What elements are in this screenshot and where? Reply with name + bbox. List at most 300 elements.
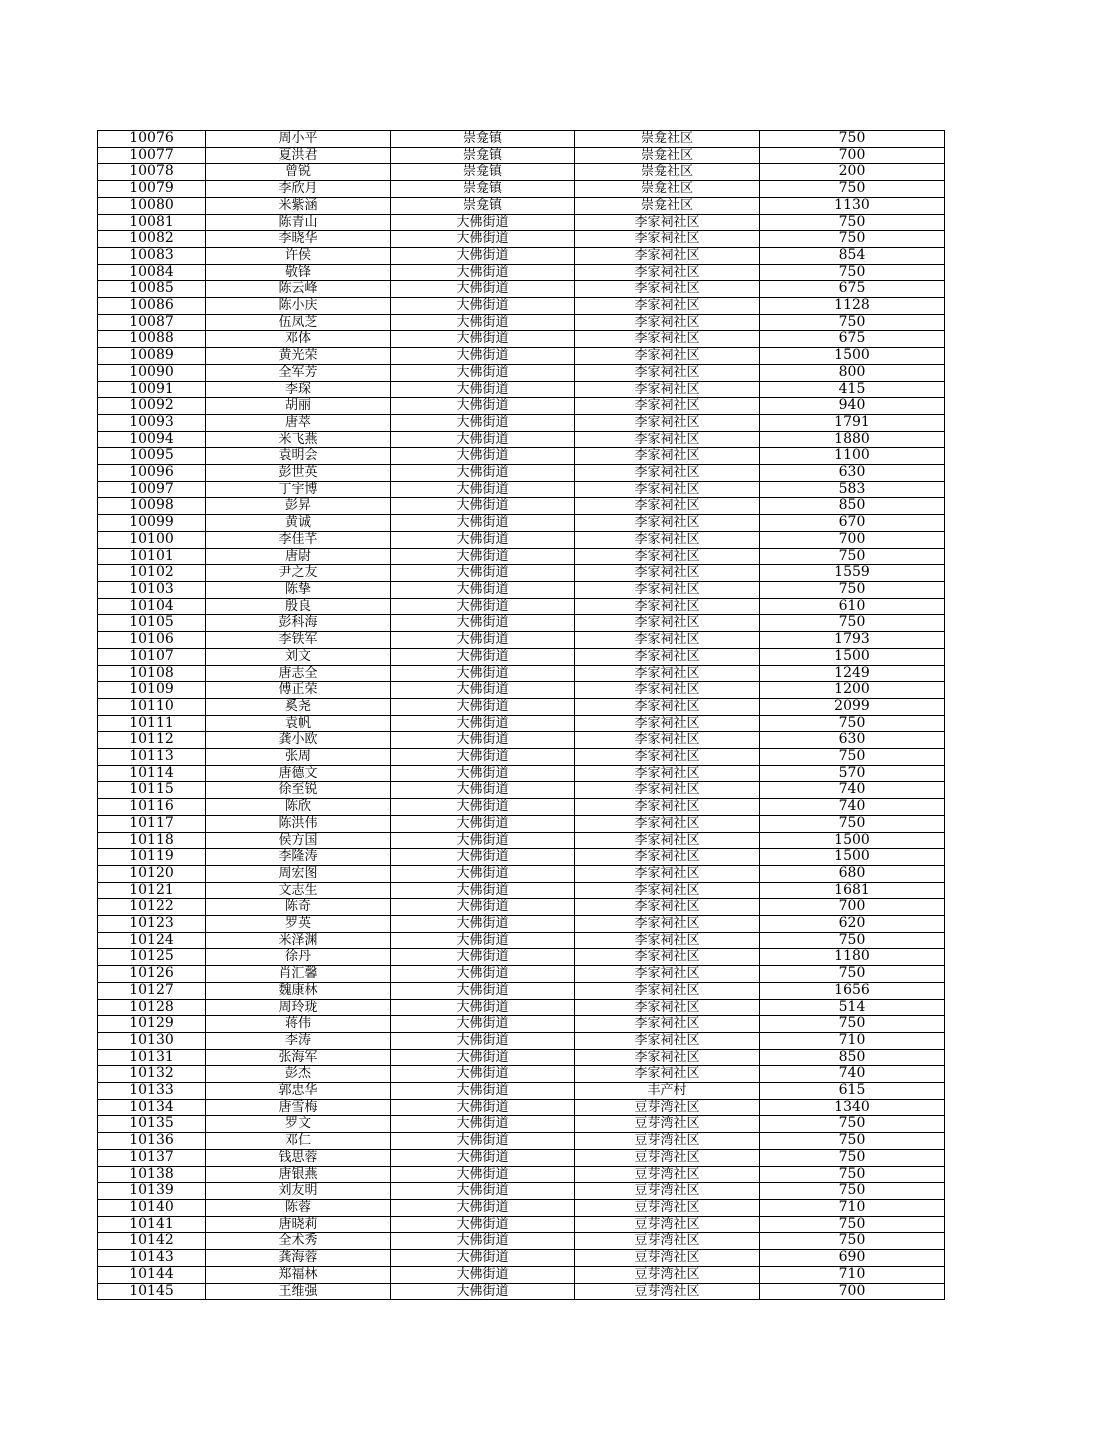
table-row: [98, 1083, 945, 1100]
table-row: [98, 749, 945, 766]
cell-amount: 750: [760, 1116, 945, 1133]
table-row: [98, 364, 945, 381]
cell-name: 全军芳: [206, 364, 391, 381]
table-row: [98, 815, 945, 832]
cell-name: 尹之友: [206, 565, 391, 582]
cell-amount: 415: [760, 381, 945, 398]
cell-id: 10087: [98, 314, 206, 331]
cell-name: 袁明会: [206, 448, 391, 465]
cell-community: 丰产村: [575, 1083, 760, 1100]
cell-id: 10139: [98, 1183, 206, 1200]
cell-id: 10145: [98, 1283, 206, 1300]
cell-community: 李家祠社区: [575, 231, 760, 248]
table-row: [98, 147, 945, 164]
table-row: [98, 865, 945, 882]
cell-community: 李家祠社区: [575, 732, 760, 749]
table-row: [98, 581, 945, 598]
cell-amount: 750: [760, 581, 945, 598]
cell-community: 李家祠社区: [575, 314, 760, 331]
cell-amount: 750: [760, 615, 945, 632]
cell-amount: 1656: [760, 982, 945, 999]
cell-community: 李家祠社区: [575, 682, 760, 699]
cell-id: 10118: [98, 832, 206, 849]
cell-id: 10091: [98, 381, 206, 398]
cell-name: 李隆涛: [206, 849, 391, 866]
cell-name: 唐雪梅: [206, 1099, 391, 1116]
cell-amount: 680: [760, 865, 945, 882]
cell-name: 唐萃: [206, 414, 391, 431]
cell-id: 10140: [98, 1200, 206, 1217]
table-row: [98, 849, 945, 866]
cell-amount: 1180: [760, 949, 945, 966]
cell-amount: 1500: [760, 849, 945, 866]
table-row: [98, 799, 945, 816]
cell-community: 李家祠社区: [575, 1049, 760, 1066]
cell-community: 李家祠社区: [575, 615, 760, 632]
cell-amount: 1100: [760, 448, 945, 465]
cell-street: 大佛街道: [391, 648, 575, 665]
cell-id: 10076: [98, 131, 206, 148]
cell-community: 李家祠社区: [575, 281, 760, 298]
cell-id: 10116: [98, 799, 206, 816]
cell-street: 大佛街道: [391, 815, 575, 832]
cell-street: 大佛街道: [391, 298, 575, 315]
table-row: [98, 1116, 945, 1133]
cell-id: 10141: [98, 1216, 206, 1233]
cell-street: 大佛街道: [391, 281, 575, 298]
cell-name: 陈欣: [206, 799, 391, 816]
cell-community: 李家祠社区: [575, 1016, 760, 1033]
cell-community: 崇龛社区: [575, 131, 760, 148]
cell-street: 大佛街道: [391, 1066, 575, 1083]
cell-street: 大佛街道: [391, 1183, 575, 1200]
table-row: [98, 531, 945, 548]
cell-amount: 750: [760, 548, 945, 565]
cell-community: 李家祠社区: [575, 1032, 760, 1049]
cell-name: 周玲珑: [206, 999, 391, 1016]
cell-street: 大佛街道: [391, 264, 575, 281]
cell-name: 周宏图: [206, 865, 391, 882]
table-row: [98, 1133, 945, 1150]
cell-amount: 740: [760, 799, 945, 816]
table-row: [98, 715, 945, 732]
cell-name: 徐丹: [206, 949, 391, 966]
table-row: [98, 1016, 945, 1033]
cell-community: 李家祠社区: [575, 247, 760, 264]
cell-amount: 2099: [760, 698, 945, 715]
table-row: [98, 999, 945, 1016]
cell-id: 10099: [98, 515, 206, 532]
cell-id: 10110: [98, 698, 206, 715]
cell-name: 奚尧: [206, 698, 391, 715]
cell-community: 李家祠社区: [575, 999, 760, 1016]
cell-community: 崇龛社区: [575, 181, 760, 198]
cell-street: 大佛街道: [391, 1200, 575, 1217]
cell-community: 李家祠社区: [575, 565, 760, 582]
cell-id: 10130: [98, 1032, 206, 1049]
cell-id: 10144: [98, 1266, 206, 1283]
table-row: [98, 1183, 945, 1200]
cell-community: 李家祠社区: [575, 1066, 760, 1083]
cell-street: 大佛街道: [391, 531, 575, 548]
cell-street: 大佛街道: [391, 1049, 575, 1066]
cell-name: 邓仁: [206, 1133, 391, 1150]
cell-community: 李家祠社区: [575, 431, 760, 448]
cell-name: 陈云峰: [206, 281, 391, 298]
table-row: [98, 1216, 945, 1233]
cell-street: 大佛街道: [391, 1216, 575, 1233]
cell-name: 徐至锐: [206, 782, 391, 799]
cell-street: 大佛街道: [391, 982, 575, 999]
cell-name: 夏洪君: [206, 147, 391, 164]
table-row: [98, 1032, 945, 1049]
cell-name: 李琛: [206, 381, 391, 398]
cell-id: 10085: [98, 281, 206, 298]
cell-community: 豆芽湾社区: [575, 1166, 760, 1183]
cell-community: 李家祠社区: [575, 381, 760, 398]
cell-name: 刘友明: [206, 1183, 391, 1200]
cell-name: 米泽渊: [206, 932, 391, 949]
cell-name: 罗文: [206, 1116, 391, 1133]
cell-amount: 690: [760, 1250, 945, 1267]
cell-id: 10114: [98, 765, 206, 782]
cell-amount: 750: [760, 1016, 945, 1033]
table-row: [98, 698, 945, 715]
cell-id: 10123: [98, 916, 206, 933]
cell-name: 文志生: [206, 882, 391, 899]
cell-amount: 630: [760, 465, 945, 482]
cell-name: 钱思蓉: [206, 1149, 391, 1166]
cell-amount: 740: [760, 782, 945, 799]
table-row: [98, 949, 945, 966]
cell-id: 10113: [98, 749, 206, 766]
table-row: [98, 932, 945, 949]
cell-community: 豆芽湾社区: [575, 1116, 760, 1133]
cell-amount: 740: [760, 1066, 945, 1083]
cell-name: 郭忠华: [206, 1083, 391, 1100]
cell-name: 米飞燕: [206, 431, 391, 448]
cell-amount: 750: [760, 1149, 945, 1166]
cell-community: 李家祠社区: [575, 498, 760, 515]
cell-id: 10083: [98, 247, 206, 264]
table-row: [98, 765, 945, 782]
cell-street: 大佛街道: [391, 665, 575, 682]
cell-community: 李家祠社区: [575, 765, 760, 782]
cell-id: 10106: [98, 632, 206, 649]
table-row: [98, 966, 945, 983]
cell-street: 大佛街道: [391, 615, 575, 632]
table-row: [98, 982, 945, 999]
table-row: [98, 448, 945, 465]
cell-street: 大佛街道: [391, 765, 575, 782]
cell-id: 10101: [98, 548, 206, 565]
cell-amount: 675: [760, 331, 945, 348]
cell-id: 10133: [98, 1083, 206, 1100]
cell-community: 李家祠社区: [575, 916, 760, 933]
cell-amount: 1249: [760, 665, 945, 682]
table-body: [98, 131, 945, 1300]
table-row: [98, 732, 945, 749]
cell-community: 崇龛社区: [575, 147, 760, 164]
cell-street: 大佛街道: [391, 799, 575, 816]
cell-id: 10102: [98, 565, 206, 582]
cell-community: 李家祠社区: [575, 598, 760, 615]
table-row: [98, 348, 945, 365]
cell-name: 许侯: [206, 247, 391, 264]
cell-community: 李家祠社区: [575, 648, 760, 665]
cell-name: 李晓华: [206, 231, 391, 248]
table-row: [98, 882, 945, 899]
cell-street: 大佛街道: [391, 1116, 575, 1133]
cell-street: 大佛街道: [391, 782, 575, 799]
cell-community: 豆芽湾社区: [575, 1250, 760, 1267]
table-row: [98, 431, 945, 448]
cell-id: 10105: [98, 615, 206, 632]
table-row: [98, 164, 945, 181]
cell-street: 大佛街道: [391, 682, 575, 699]
cell-id: 10143: [98, 1250, 206, 1267]
cell-name: 肖汇馨: [206, 966, 391, 983]
cell-name: 陈蓉: [206, 1200, 391, 1217]
cell-id: 10080: [98, 197, 206, 214]
table-row: [98, 1149, 945, 1166]
cell-street: 大佛街道: [391, 1032, 575, 1049]
cell-id: 10136: [98, 1133, 206, 1150]
table-row: [98, 481, 945, 498]
cell-street: 大佛街道: [391, 247, 575, 264]
cell-street: 大佛街道: [391, 882, 575, 899]
cell-amount: 750: [760, 715, 945, 732]
cell-name: 李涛: [206, 1032, 391, 1049]
cell-id: 10117: [98, 815, 206, 832]
cell-amount: 700: [760, 1283, 945, 1300]
cell-street: 大佛街道: [391, 849, 575, 866]
table-row: [98, 1250, 945, 1267]
cell-amount: 620: [760, 916, 945, 933]
table-row: [98, 498, 945, 515]
cell-amount: 1200: [760, 682, 945, 699]
cell-id: 10142: [98, 1233, 206, 1250]
cell-id: 10097: [98, 481, 206, 498]
table-row: [98, 899, 945, 916]
cell-id: 10131: [98, 1049, 206, 1066]
cell-id: 10112: [98, 732, 206, 749]
cell-community: 豆芽湾社区: [575, 1266, 760, 1283]
cell-community: 崇龛社区: [575, 164, 760, 181]
table-row: [98, 465, 945, 482]
cell-amount: 750: [760, 1166, 945, 1183]
cell-id: 10098: [98, 498, 206, 515]
table-row: [98, 632, 945, 649]
cell-id: 10078: [98, 164, 206, 181]
cell-community: 李家祠社区: [575, 665, 760, 682]
cell-community: 李家祠社区: [575, 966, 760, 983]
cell-street: 大佛街道: [391, 916, 575, 933]
cell-amount: 850: [760, 498, 945, 515]
cell-name: 李欣月: [206, 181, 391, 198]
cell-street: 大佛街道: [391, 314, 575, 331]
cell-amount: 1681: [760, 882, 945, 899]
cell-street: 大佛街道: [391, 966, 575, 983]
cell-name: 唐志全: [206, 665, 391, 682]
cell-amount: 1340: [760, 1099, 945, 1116]
cell-id: 10134: [98, 1099, 206, 1116]
cell-name: 李佳芊: [206, 531, 391, 548]
cell-community: 李家祠社区: [575, 899, 760, 916]
cell-amount: 940: [760, 398, 945, 415]
cell-name: 王维强: [206, 1283, 391, 1300]
cell-street: 大佛街道: [391, 414, 575, 431]
cell-id: 10079: [98, 181, 206, 198]
cell-name: 侯方国: [206, 832, 391, 849]
cell-name: 蒋伟: [206, 1016, 391, 1033]
cell-street: 大佛街道: [391, 932, 575, 949]
cell-street: 大佛街道: [391, 1016, 575, 1033]
cell-name: 胡丽: [206, 398, 391, 415]
cell-amount: 1880: [760, 431, 945, 448]
cell-street: 大佛街道: [391, 515, 575, 532]
cell-id: 10111: [98, 715, 206, 732]
cell-community: 李家祠社区: [575, 932, 760, 949]
cell-street: 大佛街道: [391, 465, 575, 482]
table-row: [98, 598, 945, 615]
cell-street: 大佛街道: [391, 1133, 575, 1150]
table-row: [98, 1099, 945, 1116]
cell-street: 崇龛镇: [391, 164, 575, 181]
cell-id: 10135: [98, 1116, 206, 1133]
cell-street: 大佛街道: [391, 698, 575, 715]
cell-community: 李家祠社区: [575, 448, 760, 465]
cell-name: 黄诚: [206, 515, 391, 532]
cell-street: 崇龛镇: [391, 181, 575, 198]
cell-community: 豆芽湾社区: [575, 1233, 760, 1250]
cell-amount: 750: [760, 749, 945, 766]
cell-name: 黄光荣: [206, 348, 391, 365]
table-row: [98, 1049, 945, 1066]
cell-street: 大佛街道: [391, 498, 575, 515]
cell-id: 10124: [98, 932, 206, 949]
cell-street: 大佛街道: [391, 331, 575, 348]
table-row: [98, 281, 945, 298]
cell-name: 彭杰: [206, 1066, 391, 1083]
cell-amount: 1500: [760, 832, 945, 849]
cell-name: 彭昇: [206, 498, 391, 515]
cell-id: 10127: [98, 982, 206, 999]
cell-street: 大佛街道: [391, 214, 575, 231]
cell-id: 10100: [98, 531, 206, 548]
cell-amount: 700: [760, 531, 945, 548]
table-row: [98, 414, 945, 431]
cell-amount: 1500: [760, 348, 945, 365]
cell-name: 魏康林: [206, 982, 391, 999]
cell-amount: 750: [760, 314, 945, 331]
cell-street: 大佛街道: [391, 1266, 575, 1283]
cell-street: 大佛街道: [391, 632, 575, 649]
cell-amount: 750: [760, 815, 945, 832]
cell-id: 10109: [98, 682, 206, 699]
cell-community: 崇龛社区: [575, 197, 760, 214]
cell-name: 丁宇博: [206, 481, 391, 498]
cell-amount: 750: [760, 966, 945, 983]
cell-id: 10093: [98, 414, 206, 431]
cell-street: 大佛街道: [391, 749, 575, 766]
cell-community: 豆芽湾社区: [575, 1216, 760, 1233]
cell-name: 米紫涵: [206, 197, 391, 214]
table-row: [98, 782, 945, 799]
cell-street: 大佛街道: [391, 832, 575, 849]
cell-name: 殷良: [206, 598, 391, 615]
table-row: [98, 331, 945, 348]
cell-name: 傅正荣: [206, 682, 391, 699]
cell-street: 大佛街道: [391, 448, 575, 465]
cell-id: 10132: [98, 1066, 206, 1083]
cell-community: 李家祠社区: [575, 348, 760, 365]
table-row: [98, 131, 945, 148]
cell-amount: 750: [760, 1216, 945, 1233]
cell-amount: 710: [760, 1032, 945, 1049]
cell-community: 豆芽湾社区: [575, 1133, 760, 1150]
cell-id: 10086: [98, 298, 206, 315]
cell-name: 唐晓莉: [206, 1216, 391, 1233]
table-row: [98, 548, 945, 565]
cell-id: 10103: [98, 581, 206, 598]
table-row: [98, 197, 945, 214]
cell-name: 周小平: [206, 131, 391, 148]
cell-street: 大佛街道: [391, 1233, 575, 1250]
cell-amount: 750: [760, 214, 945, 231]
cell-street: 崇龛镇: [391, 197, 575, 214]
cell-street: 大佛街道: [391, 715, 575, 732]
cell-name: 陈奇: [206, 899, 391, 916]
cell-id: 10077: [98, 147, 206, 164]
cell-community: 李家祠社区: [575, 698, 760, 715]
cell-amount: 675: [760, 281, 945, 298]
cell-community: 李家祠社区: [575, 398, 760, 415]
cell-street: 大佛街道: [391, 548, 575, 565]
cell-id: 10107: [98, 648, 206, 665]
cell-name: 陈青山: [206, 214, 391, 231]
cell-amount: 670: [760, 515, 945, 532]
table-row: [98, 1233, 945, 1250]
table-row: [98, 214, 945, 231]
cell-community: 李家祠社区: [575, 715, 760, 732]
cell-community: 李家祠社区: [575, 214, 760, 231]
table-row: [98, 314, 945, 331]
cell-street: 大佛街道: [391, 364, 575, 381]
cell-community: 李家祠社区: [575, 865, 760, 882]
cell-amount: 200: [760, 164, 945, 181]
cell-amount: 710: [760, 1200, 945, 1217]
cell-id: 10088: [98, 331, 206, 348]
cell-amount: 750: [760, 1133, 945, 1150]
cell-street: 大佛街道: [391, 949, 575, 966]
cell-community: 豆芽湾社区: [575, 1200, 760, 1217]
cell-community: 李家祠社区: [575, 832, 760, 849]
cell-name: 袁帆: [206, 715, 391, 732]
cell-name: 陈挚: [206, 581, 391, 598]
cell-community: 豆芽湾社区: [575, 1183, 760, 1200]
cell-amount: 1559: [760, 565, 945, 582]
cell-amount: 750: [760, 231, 945, 248]
cell-amount: 750: [760, 131, 945, 148]
cell-name: 曾锐: [206, 164, 391, 181]
cell-street: 大佛街道: [391, 581, 575, 598]
cell-id: 10129: [98, 1016, 206, 1033]
cell-community: 李家祠社区: [575, 799, 760, 816]
cell-id: 10121: [98, 882, 206, 899]
table-row: [98, 1066, 945, 1083]
cell-community: 李家祠社区: [575, 749, 760, 766]
